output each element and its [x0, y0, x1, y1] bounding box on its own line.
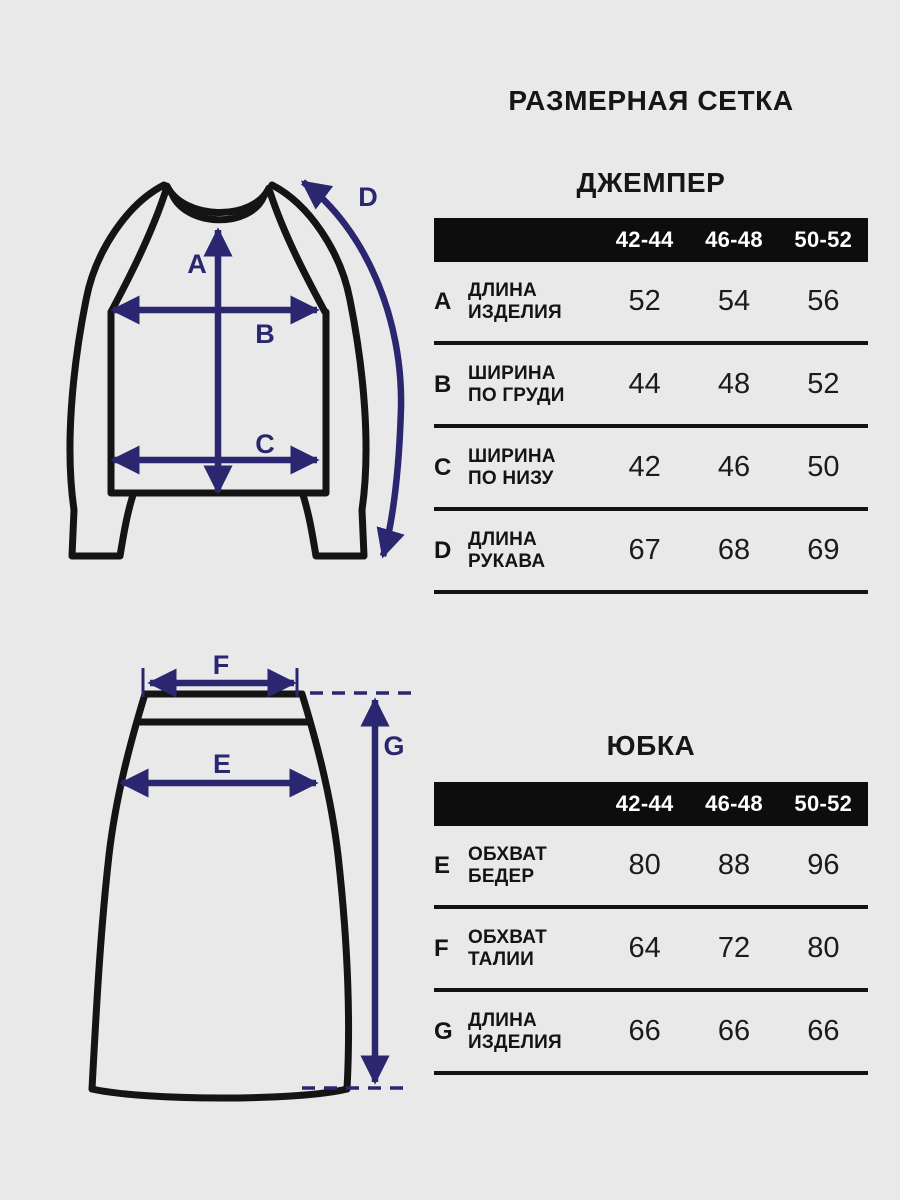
page-title: РАЗМЕРНАЯ СЕТКА — [508, 85, 794, 116]
row-label — [468, 844, 600, 888]
size-value: 44 — [628, 368, 661, 400]
size-value: 69 — [807, 534, 840, 566]
row-label-line: ТАЛИИ — [468, 948, 535, 970]
size-column-header: 42-44 — [615, 791, 674, 816]
jumper-size-table — [434, 218, 868, 594]
row-label-line: ИЗДЕЛИЯ — [468, 301, 562, 323]
skirt-section-title: ЮБКА — [606, 730, 696, 761]
size-value: 96 — [807, 849, 840, 881]
row-label-line: ОБХВАТ — [468, 926, 547, 948]
label-c: C — [255, 429, 275, 459]
jumper-raglan-left — [111, 190, 166, 312]
size-value: 66 — [717, 1015, 751, 1047]
size-column-header: 42-44 — [615, 227, 674, 252]
size-value: 52 — [807, 368, 840, 400]
skirt-measure-arrows — [122, 683, 375, 1082]
row-label-line: ИЗДЕЛИЯ — [468, 1031, 562, 1053]
skirt-side-left — [92, 694, 145, 1089]
size-value: 54 — [717, 285, 751, 317]
row-label — [468, 446, 600, 490]
label-d: D — [358, 182, 378, 212]
row-letter: D — [434, 536, 452, 564]
row-label-line: ДЛИНА — [468, 1009, 537, 1031]
row-label-line: ШИРИНА — [468, 445, 556, 467]
size-value: 72 — [717, 932, 751, 964]
size-value: 67 — [628, 534, 661, 566]
jumper-raglan-right — [270, 192, 325, 312]
row-label-line: ДЛИНА — [468, 528, 537, 550]
skirt-side-right — [302, 694, 349, 1089]
row-letter: F — [434, 934, 449, 962]
jumper-section-title: ДЖЕМПЕР — [576, 167, 726, 198]
measure-d-arrow — [303, 182, 401, 556]
size-value: 52 — [628, 285, 661, 317]
size-value: 64 — [628, 932, 661, 964]
table-row — [434, 428, 868, 507]
row-letter: B — [434, 370, 452, 398]
row-label — [468, 363, 600, 407]
size-value: 42 — [628, 451, 661, 483]
row-label — [468, 927, 600, 971]
size-value: 48 — [717, 368, 751, 400]
jumper-table-header — [434, 218, 868, 262]
table-row — [434, 345, 868, 424]
skirt-diagram — [60, 645, 430, 1115]
size-value: 68 — [717, 534, 751, 566]
label-f: F — [212, 650, 230, 680]
row-label-line: ОБХВАТ — [468, 843, 547, 865]
row-label-line: ПО НИЗУ — [468, 467, 554, 489]
size-value: 66 — [628, 1015, 661, 1047]
row-letter: A — [434, 287, 452, 315]
table-row — [434, 826, 868, 905]
table-row — [434, 992, 868, 1071]
table-row — [434, 262, 868, 341]
size-column-header: 46-48 — [705, 791, 763, 816]
row-letter: G — [434, 1017, 453, 1045]
label-b: B — [255, 319, 275, 349]
size-value: 80 — [628, 849, 661, 881]
label-e: E — [212, 749, 232, 779]
row-label — [468, 280, 600, 324]
row-divider — [434, 590, 868, 594]
jumper-diagram — [55, 160, 415, 620]
size-value: 46 — [717, 451, 751, 483]
size-value: 88 — [717, 849, 751, 881]
label-g: G — [383, 731, 405, 761]
row-label-line: ДЛИНА — [468, 279, 537, 301]
row-divider — [434, 1071, 868, 1075]
row-label — [468, 1010, 600, 1054]
skirt-table-header — [434, 782, 868, 826]
size-column-header: 50-52 — [794, 791, 853, 816]
skirt-size-table — [434, 782, 868, 1075]
size-value: 56 — [807, 285, 840, 317]
size-column-header: 46-48 — [705, 227, 763, 252]
row-letter: E — [434, 851, 451, 879]
row-label — [468, 529, 600, 573]
table-row — [434, 511, 868, 590]
size-column-header: 50-52 — [794, 227, 853, 252]
skirt-hem — [92, 1089, 347, 1098]
row-label-line: БЕДЕР — [468, 865, 535, 887]
row-label-line: РУКАВА — [468, 550, 546, 572]
label-a: A — [187, 249, 207, 279]
size-value: 80 — [807, 932, 840, 964]
table-row — [434, 909, 868, 988]
row-label-line: ПО ГРУДИ — [468, 384, 565, 406]
size-value: 66 — [807, 1015, 840, 1047]
size-value: 50 — [807, 451, 840, 483]
skirt-guides — [143, 668, 412, 1088]
row-label-line: ШИРИНА — [468, 362, 556, 384]
row-letter: C — [434, 453, 452, 481]
